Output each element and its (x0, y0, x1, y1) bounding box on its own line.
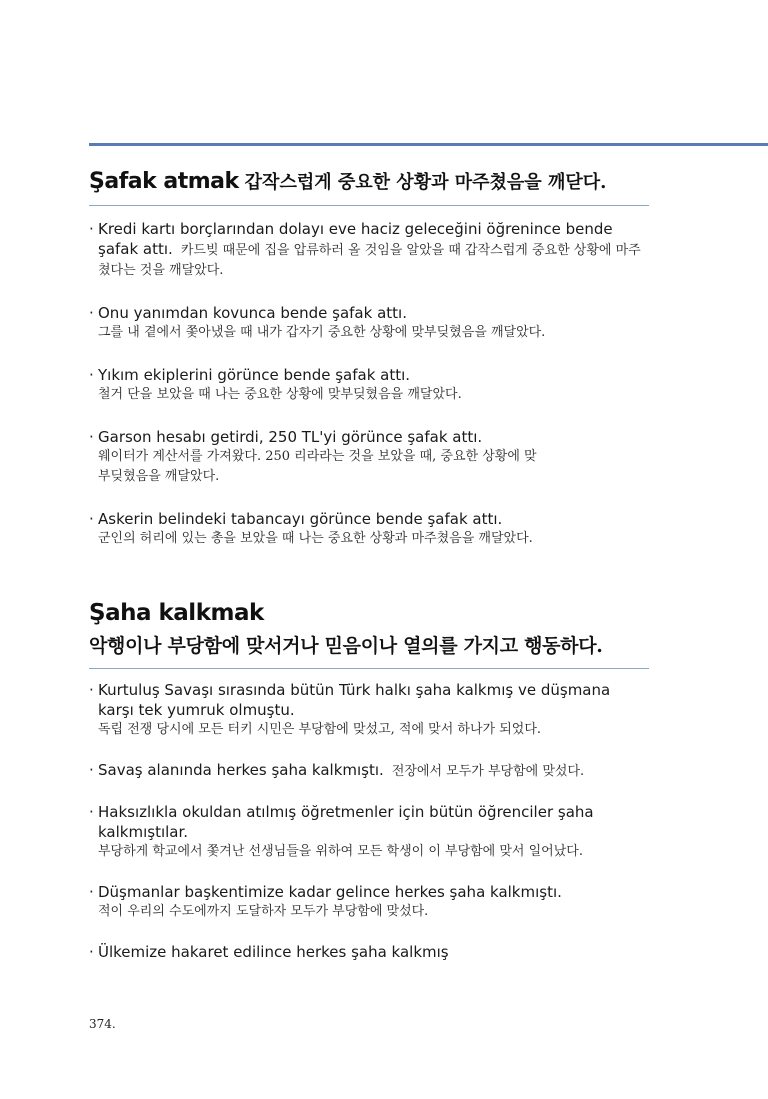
example-korean: 철거 단을 보았을 때 나는 중요한 상황에 맞부딪혔음을 깨달았다. (98, 387, 462, 402)
bullet: · (89, 761, 94, 779)
example-korean: 부당하게 학교에서 쫓겨난 선생님들을 위하여 모든 학생이 이 부당함에 맞서 일어났다. (98, 844, 583, 859)
example-korean: 웨이터가 계산서를 가져왔다. 250 리라라는 것을 보았을 때, 중요한 상황에 맞부딪혔음을 깨달았다. (98, 449, 537, 484)
example-item (89, 365, 649, 405)
example-turkish: Haksızlıkla okuldan atılmış öğretmenler için bütün öğrenciler şaha kalkmıştılar. (98, 803, 594, 841)
page-number: 374. (89, 1017, 116, 1031)
bullet: · (89, 304, 94, 322)
entry-term: Şaha kalkmak (89, 600, 264, 626)
example-item (89, 509, 649, 549)
example-list (89, 219, 649, 549)
example-item (89, 219, 649, 281)
example-item (89, 760, 649, 782)
entry-term: Şafak atmak (89, 169, 239, 194)
example-turkish: Yıkım ekiplerini görünce bende şafak attı. (98, 366, 411, 384)
example-turkish: Kurtuluş Savaşı sırasında bütün Türk halkı şaha kalkmış ve düşmana karşı tek yumruk olmuştu. (98, 681, 611, 719)
bullet: · (89, 943, 94, 961)
entry-meaning: 갑작스럽게 중요한 상황과 마주쳤음을 깨닫다. (244, 172, 607, 193)
example-turkish: Onu yanımdan kovunca bende şafak attı. (98, 304, 407, 322)
bullet: · (89, 366, 94, 384)
bullet: · (89, 803, 94, 821)
example-item (89, 882, 649, 922)
example-korean: 전장에서 모두가 부당함에 맞섰다. (391, 764, 585, 779)
example-korean: 그를 내 곁에서 쫓아냈을 때 내가 갑자기 중요한 상황에 맞부딪혔음을 깨달았다. (98, 325, 546, 340)
example-list (89, 680, 649, 962)
example-korean: 군인의 허리에 있는 총을 보았을 때 나는 중요한 상황과 마주쳤음을 깨달았다. (98, 531, 533, 546)
example-item (89, 427, 649, 487)
entry-meaning: 악행이나 부당함에 맞서거나 믿음이나 열의를 가지고 행동하다. (89, 635, 603, 657)
example-item (89, 303, 649, 343)
example-turkish: Savaş alanında herkes şaha kalkmıştı. (98, 761, 384, 779)
example-turkish: Ülkemize hakaret edilince herkes şaha kalkmış (98, 943, 449, 961)
example-turkish: Kredi kartı borçlarından dolayı eve haciz geleceğini öğrenince bende şafak attı. (98, 220, 613, 258)
example-korean: 적이 우리의 수도에까지 도달하자 모두가 부당함에 맞섰다. (98, 904, 429, 919)
bullet: · (89, 220, 94, 238)
example-korean: 독립 전쟁 당시에 모든 터키 시민은 부당함에 맞섰고, 적에 맞서 하나가 되었다. (98, 722, 542, 737)
top-rule (89, 143, 768, 146)
bullet: · (89, 883, 94, 901)
example-turkish: Garson hesabı getirdi, 250 TL'yi görünce şafak attı. (98, 428, 483, 446)
bullet: · (89, 510, 94, 528)
example-turkish: Askerin belindeki tabancayı görünce bende şafak attı. (98, 510, 503, 528)
bullet: · (89, 428, 94, 446)
example-item (89, 802, 649, 862)
entry-heading (89, 600, 649, 669)
example-korean: 카드빚 때문에 집을 압류하러 올 것임을 알았을 때 갑작스럽게 중요한 상황에 마주쳤다는 것을 깨달았다. (98, 243, 641, 278)
bullet: · (89, 681, 94, 699)
entry-saha-kalkmak (89, 600, 649, 962)
entry-safak-atmak (89, 168, 649, 549)
example-item (89, 942, 649, 962)
example-item (89, 680, 649, 740)
example-turkish: Düşmanlar başkentimize kadar gelince herkes şaha kalkmıştı. (98, 883, 562, 901)
entry-heading (89, 168, 649, 206)
